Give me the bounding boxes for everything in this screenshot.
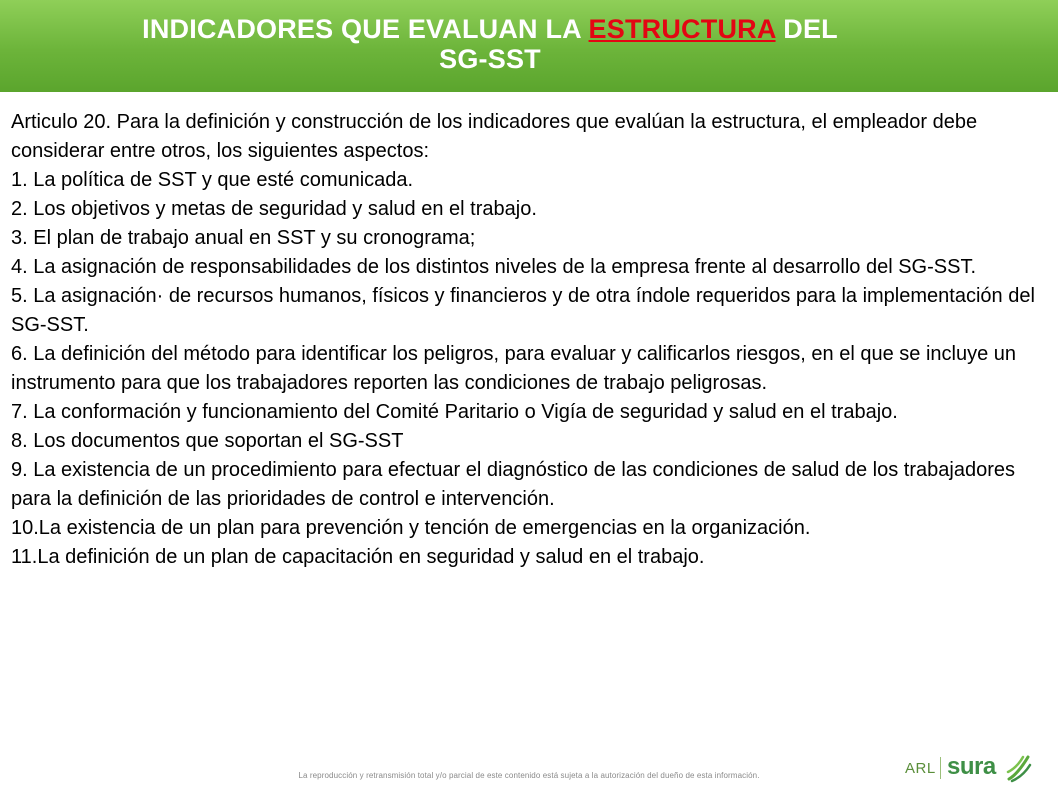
list-item: 11.La definición de un plan de capacitación en seguridad y salud en el trabajo. <box>11 546 705 568</box>
logo-arl-text: ARL <box>905 760 936 777</box>
title-part-1: INDICADORES QUE EVALUAN LA <box>142 14 589 44</box>
sura-swoosh-icon <box>1006 753 1032 783</box>
list-item: 6. La definición del método para identificar los peligros, para evaluar y calificarlos riesgos, en el que se incluye un instrumento para que los trabajadores reporten las condiciones de trabajo peligrosas. <box>11 343 1017 394</box>
list-item: 10.La existencia de un plan para prevención y tención de emergencias en la organización. <box>11 517 811 539</box>
list-item: 3. El plan de trabajo anual en SST y su cronograma; <box>11 227 476 249</box>
list-item: 5. La asignación· de recursos humanos, físicos y financieros y de otra índole requeridos para la implementación del SG-SST. <box>11 285 1035 336</box>
logo-sura-text: sura <box>947 753 996 780</box>
title-part-2: DEL <box>775 14 838 44</box>
list-item: 2. Los objetivos y metas de seguridad y salud en el trabajo. <box>11 198 537 220</box>
list-item: 8. Los documentos que soportan el SG-SST <box>11 430 404 452</box>
logo-divider <box>940 757 941 779</box>
slide-title <box>0 14 980 74</box>
list-item: 1. La política de SST y que esté comunicada. <box>11 169 414 191</box>
title-banner <box>0 0 1058 92</box>
arl-sura-logo <box>905 750 1035 786</box>
list-item: 9. La existencia de un procedimiento para efectuar el diagnóstico de las condiciones de salud de los trabajadores para la definición de las prioridades de control e intervención. <box>11 459 1015 510</box>
article-body <box>11 108 1051 572</box>
list-item: 4. La asignación de responsabilidades de los distintos niveles de la empresa frente al desarrollo del SG-SST. <box>11 256 976 278</box>
article-intro: Articulo 20. Para la definición y construcción de los indicadores que evalúan la estructura, el empleador debe considerar entre otros, los siguientes aspectos: <box>11 111 978 162</box>
copyright-disclaimer: La reproducción y retransmisión total y/o parcial de este contenido está sujeta a la autorización del dueño de esta información. <box>298 771 760 780</box>
title-line-2: SG-SST <box>439 44 541 74</box>
list-item: 7. La conformación y funcionamiento del Comité Paritario o Vigía de seguridad y salud en el trabajo. <box>11 401 898 423</box>
title-highlight: ESTRUCTURA <box>588 14 776 44</box>
